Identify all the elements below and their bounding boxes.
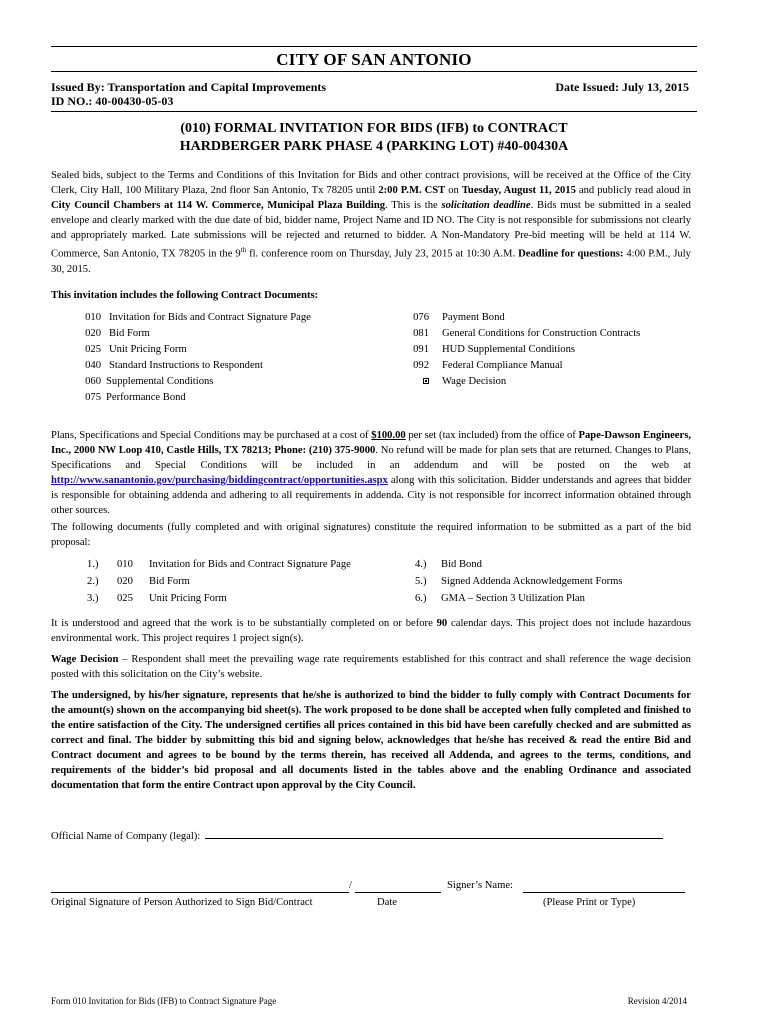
title-rule xyxy=(51,71,697,72)
doc-label: Signed Addenda Acknowledgement Forms xyxy=(441,576,623,587)
opportunities-link[interactable]: http://www.sanantonio.gov/purchasing/biddingcontract/opportunities.aspx xyxy=(51,475,388,486)
list-item xyxy=(87,556,351,573)
ordinal-suffix: th xyxy=(240,246,247,254)
company-name-row xyxy=(51,826,691,844)
completion-text: calendar days. This project does not include hazardous environmental work. This project requires 1 project sign(s). xyxy=(51,618,691,644)
doc-label: Bid Form xyxy=(149,576,190,587)
doc-label: Supplemental Conditions xyxy=(106,376,214,387)
item-index: 6.) xyxy=(415,593,427,604)
item-index: 3.) xyxy=(87,593,99,604)
list-item xyxy=(79,310,311,326)
intro-text: . This is the xyxy=(385,200,442,211)
doc-number: 010 xyxy=(117,559,133,570)
doc-number: 020 xyxy=(117,576,133,587)
completion-paragraph xyxy=(51,616,691,646)
heading-line-2: HARDBERGER PARK PHASE 4 (PARKING LOT) #40-00430A xyxy=(179,139,569,154)
item-index: 5.) xyxy=(415,576,427,587)
original-signature-label: Original Signature of Person Authorized to Sign Bid/Contract xyxy=(51,897,313,908)
list-item xyxy=(79,358,311,374)
list-item xyxy=(87,590,351,607)
intro-text: and publicly read aloud in xyxy=(575,185,691,196)
list-item xyxy=(407,342,640,358)
plans-text: per set (tax included) from the office of xyxy=(405,430,579,441)
doc-label: HUD Supplemental Conditions xyxy=(442,344,576,355)
company-name-label: Official Name of Company (legal): xyxy=(51,831,201,842)
doc-number: 060 xyxy=(85,376,101,387)
doc-number: 081 xyxy=(413,328,429,339)
doc-number xyxy=(407,374,442,390)
doc-label: Bid Form xyxy=(109,328,150,339)
doc-label: Performance Bond xyxy=(106,392,186,403)
header-rule xyxy=(51,111,697,112)
slash-separator: / xyxy=(349,880,352,891)
required-docs-intro: The following documents (fully completed and with original signatures) constitute the required information to be submitted as a part of the bid proposal: xyxy=(51,522,691,548)
item-index: 4.) xyxy=(415,559,427,570)
list-item xyxy=(415,556,623,573)
print-label: (Please Print or Type) xyxy=(543,897,636,908)
date-issued: Date Issued: July 13, 2015 xyxy=(555,80,689,94)
doc-label: Unit Pricing Form xyxy=(149,593,227,604)
doc-number: 025 xyxy=(85,344,101,355)
doc-label: GMA – Section 3 Utilization Plan xyxy=(441,593,585,604)
wage-decision-text: – Respondent shall meet the prevailing wage rate requirements established for this contract and shall reference the wage decision posted with this solicitation on the City’s website. xyxy=(51,654,691,680)
doc-label: Federal Compliance Manual xyxy=(442,360,563,371)
date-field[interactable] xyxy=(355,880,441,893)
contract-docs-heading: This invitation includes the following Contract Documents: xyxy=(51,290,319,301)
footer-form-title: Form 010 Invitation for Bids (IFB) to Contract Signature Page xyxy=(51,996,277,1006)
contract-docs-left-list xyxy=(79,310,311,406)
doc-number: 091 xyxy=(413,344,429,355)
intro-text: Sealed bids, subject to the Terms and Conditions of this Invitation for Bids and other contract provisions, will be received at the Office of the City Clerk, City Hall, 100 Military Plaza, 2nd floor San Antonio, Tx 78205 until xyxy=(51,170,691,196)
contract-docs-right-list xyxy=(407,310,640,390)
bullet-icon xyxy=(423,378,429,384)
doc-label: Invitation for Bids and Contract Signature Page xyxy=(149,559,351,570)
list-item xyxy=(407,310,640,326)
list-item xyxy=(407,326,640,342)
questions-deadline-label: Deadline for questions: xyxy=(518,248,624,260)
document-page xyxy=(51,0,697,1024)
id-number: ID NO.: 40-00430-05-03 xyxy=(51,94,174,108)
footer-revision: Revision 4/2014 xyxy=(627,996,687,1006)
intro-paragraph xyxy=(51,168,691,277)
intro-text: on xyxy=(445,185,462,196)
completion-text: It is understood and agreed that the work is to be substantially completed on or before xyxy=(51,618,437,629)
plans-text: Plans, Specifications and Special Conditions may be purchased at a cost of xyxy=(51,430,372,441)
doc-label: Wage Decision xyxy=(442,376,507,387)
list-item xyxy=(87,573,351,590)
signature-field[interactable] xyxy=(51,880,349,893)
undersigned-paragraph: The undersigned, by his/her signature, represents that he/she is authorized to bind the bidder to fully comply with Contract Documents for the amount(s) shown on the accompanying bid sheet(s). The work proposed to be done shall be accepted when fully completed and finished to the entire satisfaction of the City. The undersigned certifies all prices contained in this bid have been carefully checked and are submitted as correct and final. The bidder by submitting this bid and signing below, acknowledges that he/she has received & read the entire Bid and Contract document and agrees to be bound by the terms therein, has received all Addenda, and agrees to the terms, conditions, and requirements of the bidder’s bid proposal and all documents listed in the tables above and the enabling Ordinance and associated documentation that form the entire Contract upon approval by the City Council. xyxy=(51,690,691,791)
doc-label: Payment Bond xyxy=(442,312,505,323)
doc-label: General Conditions for Construction Contracts xyxy=(442,328,641,339)
list-item xyxy=(79,390,311,406)
issuer-block xyxy=(51,80,326,108)
top-rule xyxy=(51,46,697,47)
issued-by: Issued By: Transportation and Capital Improvements xyxy=(51,80,327,94)
bid-time: 2:00 P.M. CST xyxy=(378,185,446,196)
doc-number: 020 xyxy=(85,328,101,339)
doc-number: 025 xyxy=(117,593,133,604)
document-heading xyxy=(51,120,697,156)
doc-number: 076 xyxy=(413,312,429,323)
doc-number: 075 xyxy=(85,392,101,403)
plans-paragraph xyxy=(51,428,691,518)
completion-days: 90 xyxy=(436,618,448,629)
doc-number: 010 xyxy=(85,312,101,323)
item-index: 2.) xyxy=(87,576,99,587)
signers-name-field[interactable] xyxy=(523,880,685,893)
list-item xyxy=(407,358,640,374)
list-item xyxy=(79,342,311,358)
doc-label: Invitation for Bids and Contract Signature Page xyxy=(109,312,311,323)
item-index: 1.) xyxy=(87,559,99,570)
intro-text: . Bids must be submitted in a sealed envelope and clearly marked with the due date of bid, bidder name, Project Name and ID NO. The City is not responsible for submissions not clearly and appropriately marked. Late submissions will be rejected and returned to bidder. A Non-Mandatory Pre-bid meeting will be held at 114 W. Commerce, San Antonio, TX 78205 in the 9 xyxy=(51,200,691,260)
wage-decision-label: Wage Decision xyxy=(51,654,119,665)
wage-decision-paragraph xyxy=(51,652,691,682)
doc-label: Bid Bond xyxy=(441,559,482,570)
bid-location: City Council Chambers at 114 W. Commerce, Municipal Plaza Building xyxy=(51,200,386,211)
date-label: Date xyxy=(377,897,397,908)
list-item xyxy=(79,326,311,342)
list-item xyxy=(415,573,623,590)
list-item xyxy=(79,374,311,390)
document-title: CITY OF SAN ANTONIO xyxy=(276,50,472,69)
signers-name-label: Signer’s Name: xyxy=(447,880,514,891)
company-name-field[interactable] xyxy=(205,826,663,839)
plan-cost: $100.00 xyxy=(371,430,406,441)
doc-label: Unit Pricing Form xyxy=(109,344,187,355)
list-item xyxy=(415,590,623,607)
plan-vendor: Pape-Dawson Engineers, Inc., 2000 NW Loop 410, Castle Hills, TX 78213; Phone: (210) 375-9000 xyxy=(51,430,691,456)
intro-text: 4:00 P.M., July 30, 2015. xyxy=(51,248,691,275)
list-item xyxy=(407,374,640,390)
bid-date: Tuesday, August 11, 2015 xyxy=(461,185,576,196)
signature-line-row xyxy=(51,880,697,894)
required-docs-left-list xyxy=(87,556,351,607)
plans-text: . No refund will be made for plan sets that are returned. Changes to Plans, Specifications and Special Conditions will be included in an addendum and will be posted on the web at xyxy=(51,445,692,471)
doc-number: 092 xyxy=(413,360,429,371)
heading-line-1: (010) FORMAL INVITATION FOR BIDS (IFB) to CONTRACT xyxy=(180,121,568,136)
intro-text: fl. conference room on Thursday, July 23, 2015 at 10:30 A.M. xyxy=(246,248,519,260)
solicitation-deadline: solicitation deadline xyxy=(441,200,531,211)
plans-text: along with this solicitation. Bidder understands and agrees that bidder is responsible for obtaining addenda and adhering to all requirements in addenda. City is not responsible for incorrect information obtained through other sources. xyxy=(51,475,691,516)
doc-number: 040 xyxy=(85,360,101,371)
doc-label: Standard Instructions to Respondent xyxy=(109,360,263,371)
required-docs-right-list xyxy=(415,556,623,607)
